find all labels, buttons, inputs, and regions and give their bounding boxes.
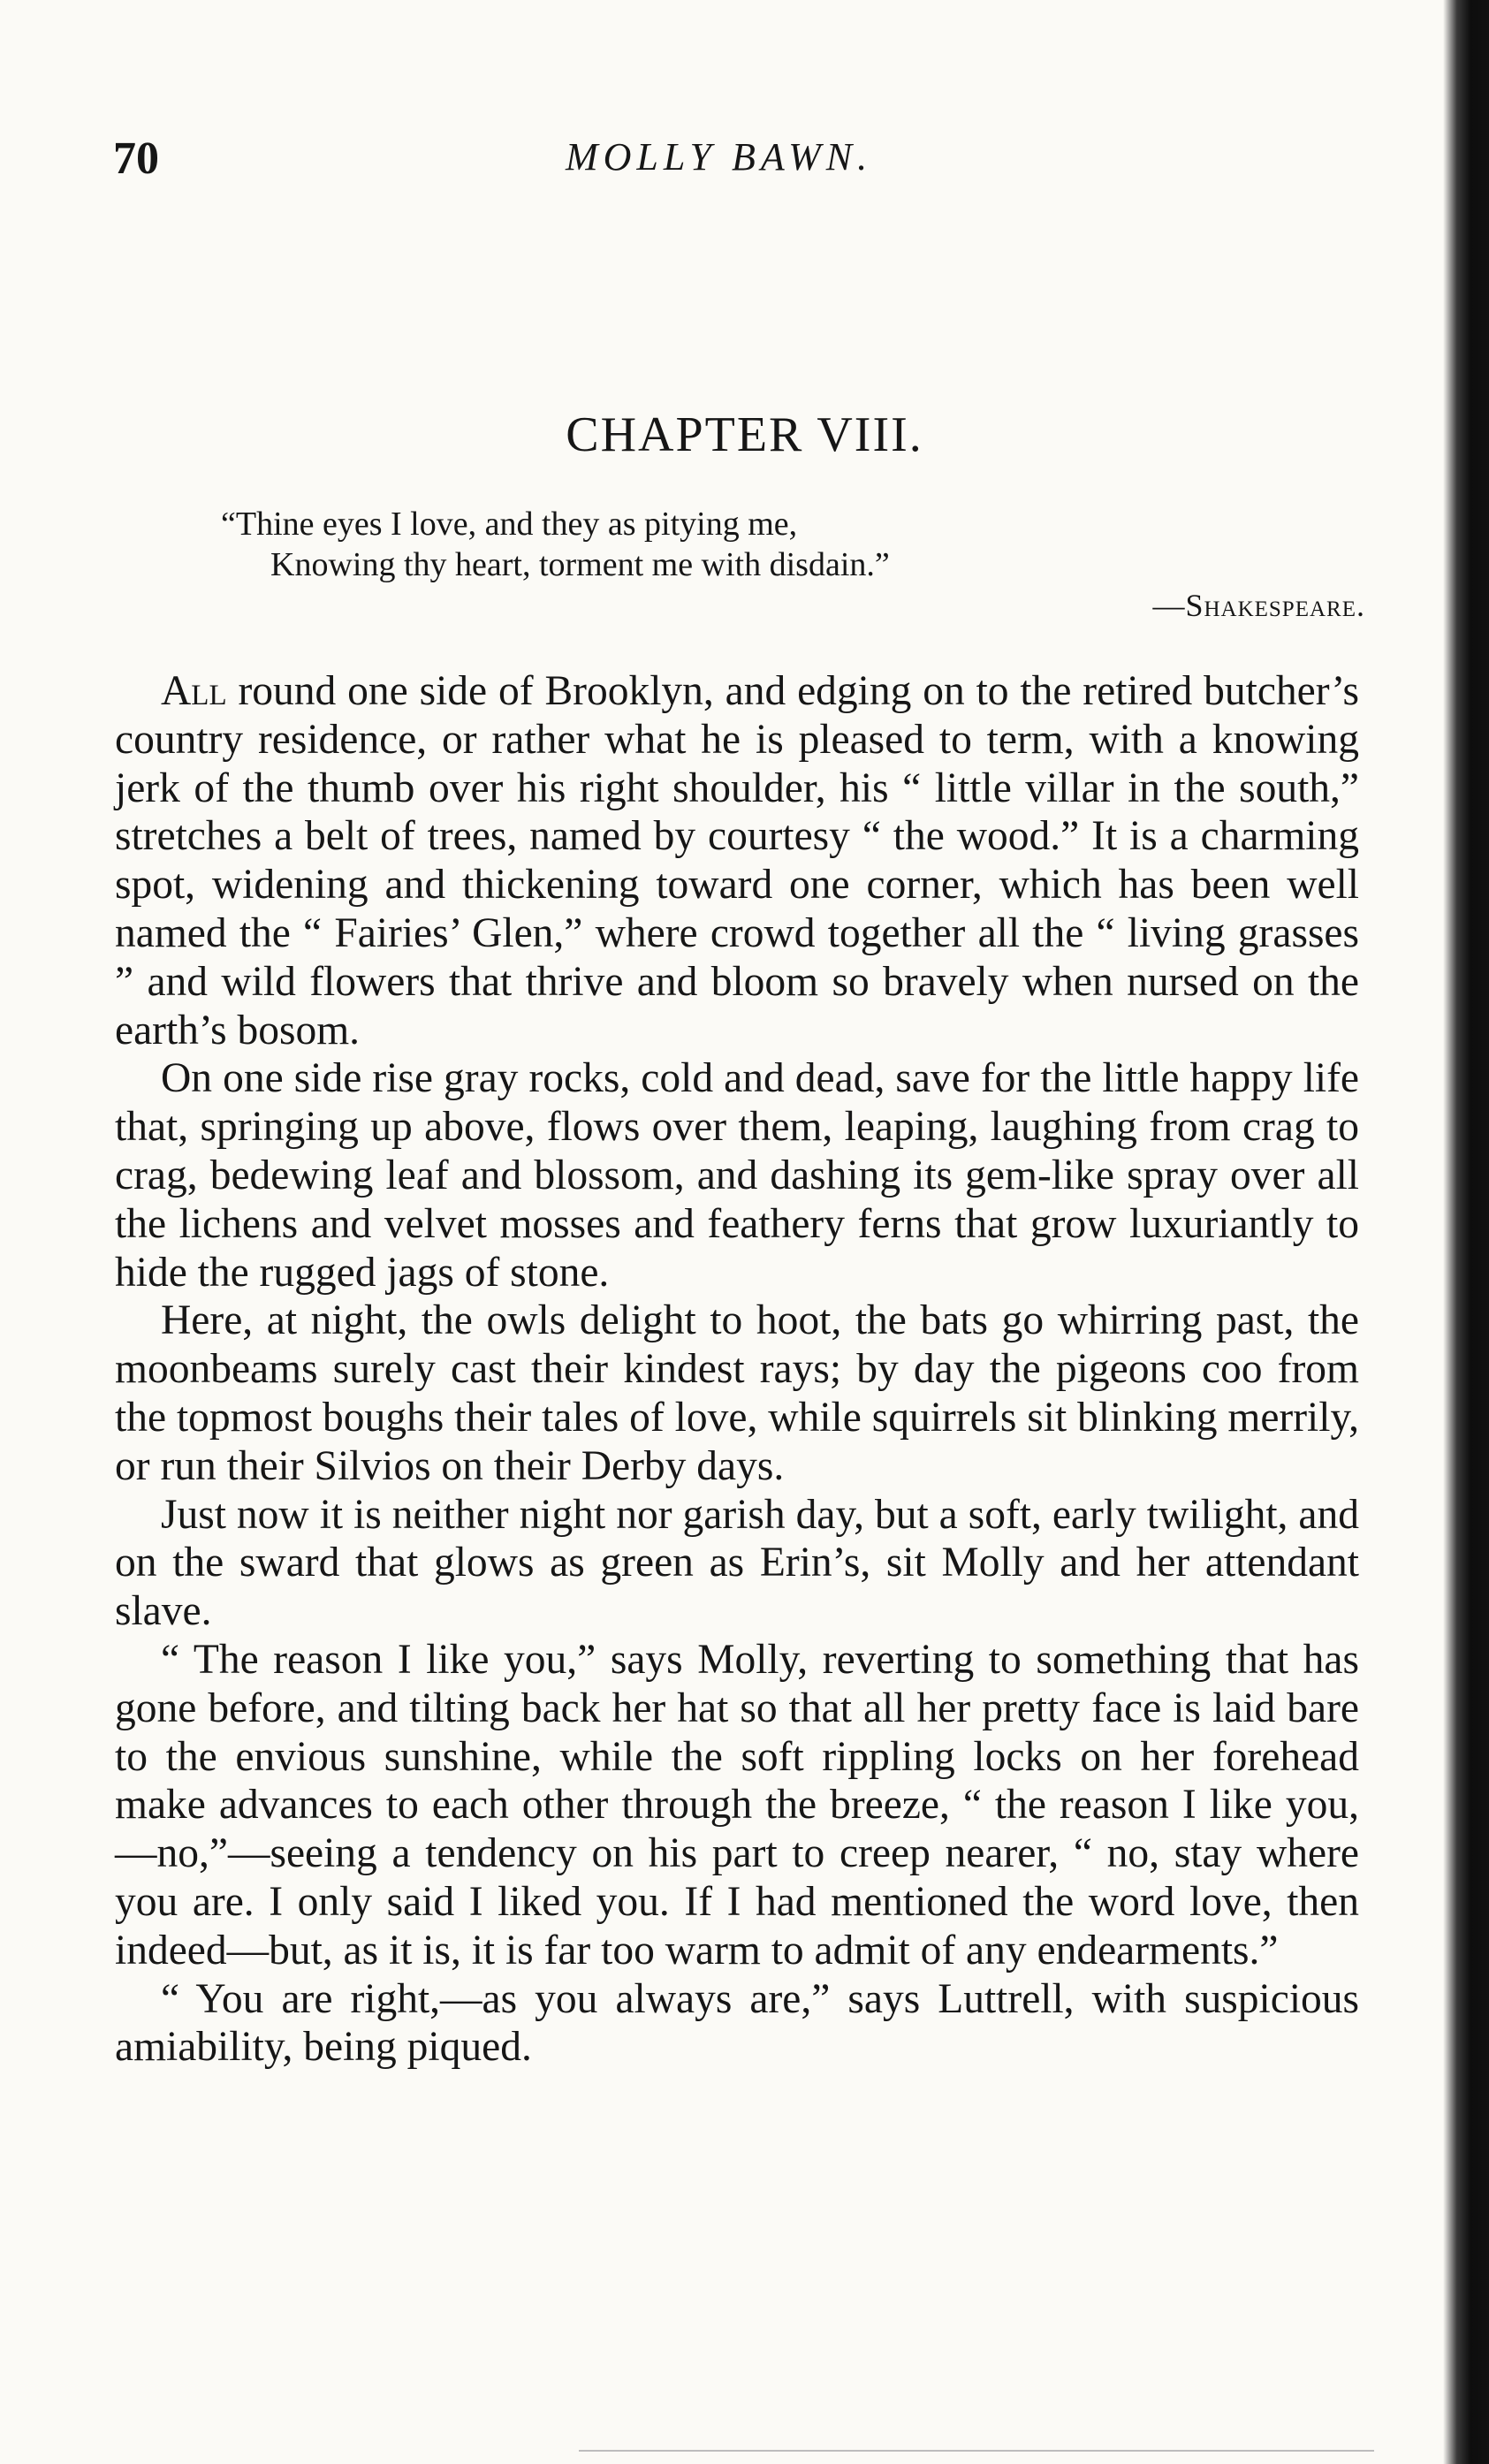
chapter-title: CHAPTER VIII. (566, 407, 923, 462)
paragraph-1 (115, 667, 1359, 1054)
paragraph-4: Just now it is neither night nor garish day, but a soft, early twilight, and on the sward that glows as green as Erin’s, sit Molly and her attendant slave. (115, 1491, 1359, 1635)
page-number: 70 (113, 133, 159, 184)
binding-edge-shadow (1443, 0, 1489, 2464)
paragraph-1-text: round one side of Brooklyn, and edging on to the retired butcher’s country residence, or rather what he is pleased to term, with a knowing jerk of the thumb over his right shoulder, his “ little villar in the south,” stretches a belt of trees, named by courtesy “ the wood.” It is a charming spot, widening and thickening toward one corner, which has been well named the “ Fairies’ Glen,” where crowd together all the “ living grasses ” and wild flowers that thrive and bloom so bravely when nursed on the earth’s bosom. (115, 668, 1359, 1053)
paragraph-lead-word: All (161, 668, 227, 714)
paragraph-3: Here, at night, the owls delight to hoot, the bats go whirring past, the moonbeams surely cast their kindest rays; by day the pigeons coo from the topmost boughs their tales of love, while squirrels sit blinking merrily, or run their Silvios on their Derby days. (115, 1297, 1359, 1489)
epigraph-line-2: Knowing thy heart, torment me with disdain.” (270, 546, 890, 583)
epigraph-attribution: —Shakespeare. (1152, 588, 1365, 623)
epigraph-line-1: “Thine eyes I love, and they as pitying me, (221, 506, 798, 543)
bottom-rule (579, 2450, 1374, 2452)
epigraph (221, 504, 1365, 626)
running-title: MOLLY BAWN. (566, 135, 873, 179)
paragraph-5: “ The reason I like you,” says Molly, reverting to something that has gone before, and tilting back her hat so that all her pretty face is laid bare to the envious sunshine, while the soft rippling locks on her forehead make advances to each other through the breeze, “ the reason I like you,—no,”—seeing a tendency on his part to creep nearer, “ no, stay where you are. I only said I liked you. If I had mentioned the word love, then indeed—but, as it is, it is far too warm to admit of any endearments.” (115, 1636, 1359, 1973)
paragraph-6: “ You are right,—as you always are,” says Luttrell, with suspicious amiability, being piqued. (115, 1975, 1359, 2071)
body-text (115, 667, 1359, 2072)
paragraph-2: On one side rise gray rocks, cold and dead, save for the little happy life that, springing up above, flows over them, leaping, laughing from crag to crag, bedewing leaf and blossom, and dashing its gem-like spray over all the lichens and velvet mosses and feathery ferns that grow luxuriantly to hide the rugged jags of stone. (115, 1055, 1359, 1296)
